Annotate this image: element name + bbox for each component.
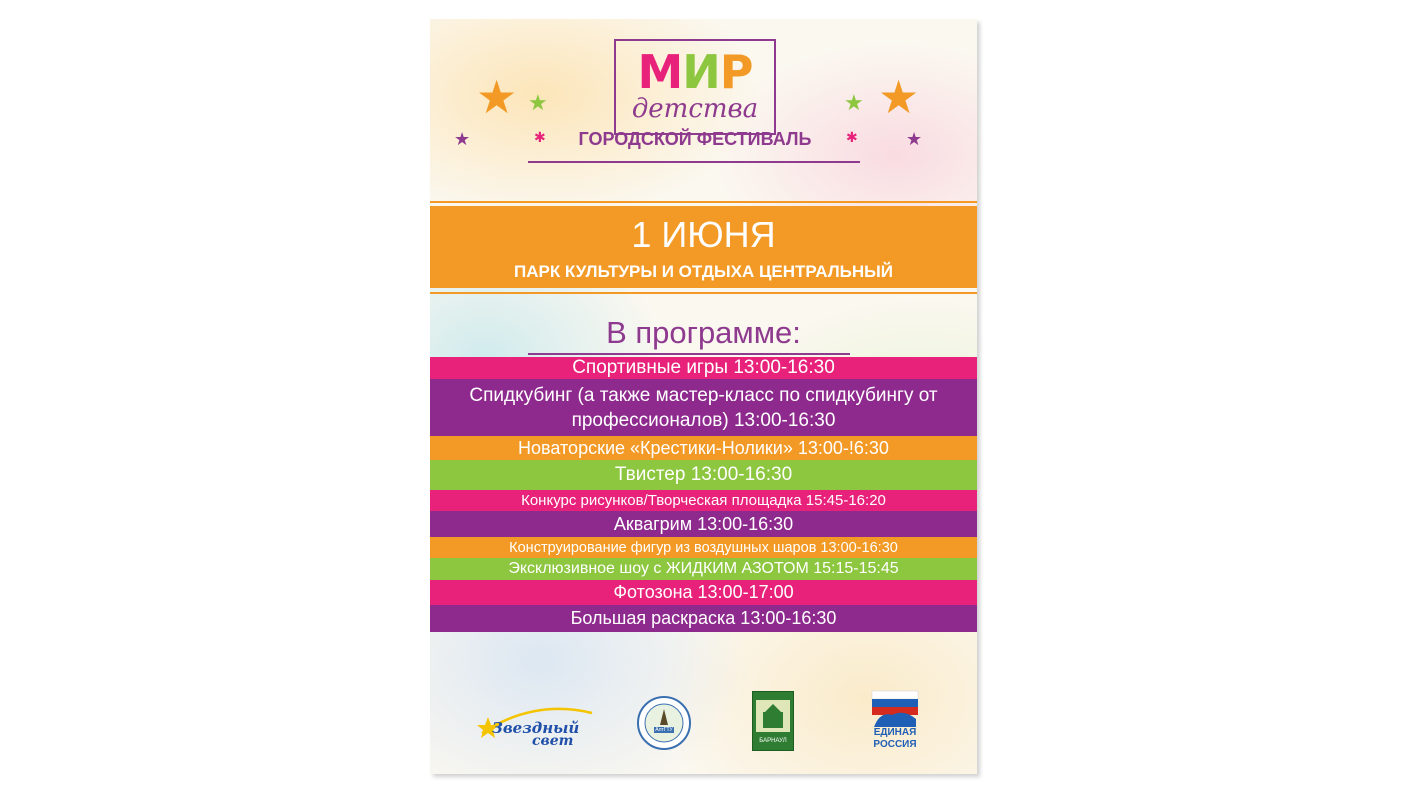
logo-letter: Р bbox=[719, 45, 753, 99]
program-item-text: Новаторские «Крестики-Нолики» 13:00-!6:30 bbox=[518, 437, 889, 458]
zvezdny-svet-text: Звездный bbox=[492, 719, 580, 737]
program-item bbox=[430, 357, 977, 379]
program-item bbox=[430, 580, 977, 605]
star-icon: ★ bbox=[476, 70, 518, 124]
program-item-text: Конкурс рисунков/Творческая площадка 15:45-16:20 bbox=[521, 492, 886, 509]
program-item-text: Конструирование фигур из воздушных шаров 13:00-16:30 bbox=[509, 539, 898, 556]
program-item bbox=[430, 537, 977, 558]
divider bbox=[430, 292, 977, 294]
program-item bbox=[430, 605, 977, 632]
university-name: АлтГТУ bbox=[655, 727, 673, 733]
zvezdny-svet-logo bbox=[474, 703, 598, 749]
divider bbox=[528, 353, 850, 355]
star-icon: ★ bbox=[878, 70, 920, 124]
party-name: ЕДИНАЯ bbox=[873, 727, 917, 738]
star-icon: ★ bbox=[454, 129, 471, 150]
program-item bbox=[430, 460, 977, 490]
program-item bbox=[430, 436, 977, 460]
star-icon: ★ bbox=[906, 129, 923, 150]
logo-letter: М bbox=[637, 45, 683, 99]
program-item-text: Спортивные игры 13:00-16:30 bbox=[572, 357, 835, 378]
star-icon: ✱ bbox=[846, 130, 858, 146]
party-logo bbox=[864, 689, 926, 753]
program-item-text: Эксклюзивное шоу с ЖИДКИМ АЗОТОМ 15:15-15:45 bbox=[508, 560, 899, 577]
event-place: ПАРК КУЛЬТУРЫ И ОТДЫХА ЦЕНТРАЛЬНЫЙ bbox=[513, 262, 893, 281]
university-seal bbox=[636, 695, 692, 751]
festival-subtitle: ГОРОДСКОЙ ФЕСТИВАЛЬ bbox=[578, 129, 812, 149]
zvezdny-svet-text: свет bbox=[532, 733, 574, 749]
logo-title bbox=[616, 45, 774, 99]
festival-logo bbox=[614, 39, 776, 135]
divider bbox=[430, 201, 977, 203]
program-heading: В программе: bbox=[606, 315, 801, 350]
program-item-text: Твистер 13:00-16:30 bbox=[614, 464, 793, 485]
program-item bbox=[430, 490, 977, 511]
program-item-text: Спидкубинг (а также мастер-класс по спидкубингу от профессионалов) 13:00-16:30 bbox=[469, 384, 938, 431]
party-name: РОССИЯ bbox=[873, 739, 917, 750]
star-icon: ★ bbox=[528, 91, 548, 116]
program-item bbox=[430, 558, 977, 580]
barnaul-text: БАРНАУЛ bbox=[759, 738, 787, 744]
star-icon: ★ bbox=[844, 91, 864, 116]
program-item-text: Большая раскраска 13:00-16:30 bbox=[570, 608, 837, 628]
program-item bbox=[430, 379, 977, 436]
divider bbox=[528, 161, 860, 163]
logo-subtitle: детства bbox=[631, 94, 759, 124]
program-item-text: Аквагрим 13:00-16:30 bbox=[613, 513, 794, 534]
event-date: 1 ИЮНЯ bbox=[631, 214, 776, 255]
star-icon: ✱ bbox=[534, 130, 546, 146]
program-item bbox=[430, 511, 977, 537]
festival-poster bbox=[430, 19, 977, 774]
barnaul-emblem bbox=[752, 691, 794, 751]
logo-letter: И bbox=[682, 45, 720, 99]
program-item-text: Фотозона 13:00-17:00 bbox=[613, 582, 794, 602]
